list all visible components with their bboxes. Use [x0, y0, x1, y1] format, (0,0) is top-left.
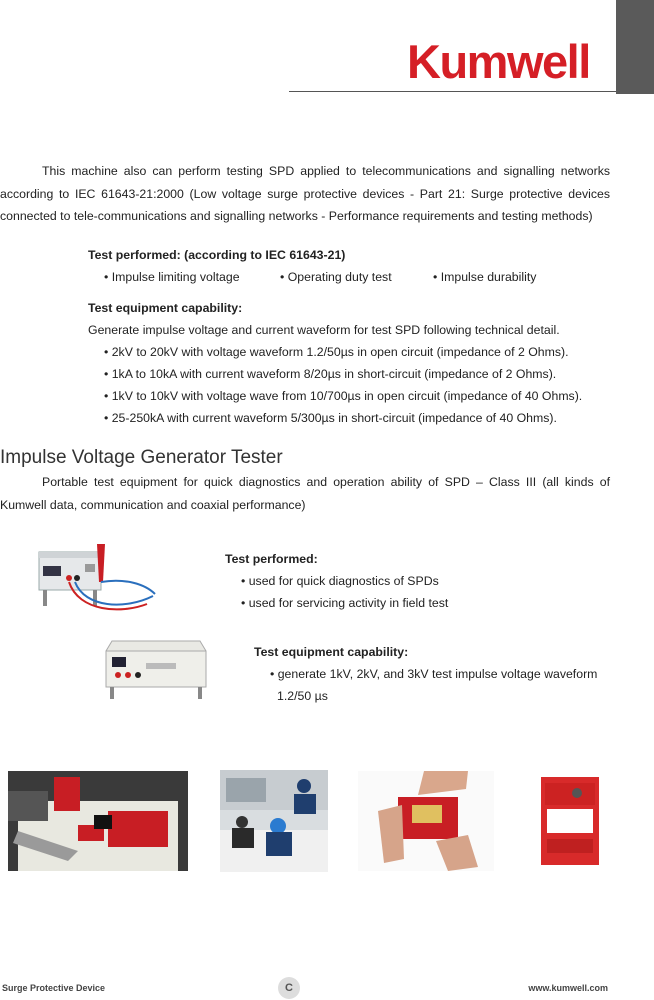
capability-intro: Generate impulse voltage and current waveform for test SPD following technical detail. [88, 323, 560, 337]
tester-device-image [35, 538, 160, 618]
header-divider [289, 91, 616, 92]
section-tests-title: Test performed: [225, 552, 318, 566]
footer-website-link[interactable]: www.kumwell.com [528, 983, 608, 993]
section-badge: C [278, 977, 300, 999]
spd-device-photo [537, 773, 603, 869]
section-test-item: • used for quick diagnostics of SPDs [241, 574, 439, 588]
spd-products-photo [8, 771, 188, 871]
section-paragraph: Portable test equipment for quick diagnostics and operation ability of SPD – Class III (all kinds of Kumwell data, communication and coaxial performance) [0, 475, 610, 512]
header-bar [616, 0, 654, 94]
capability-item: • 1kV to 10kV with voltage wave from 10/700µs in open circuit (impedance of 40 Ohms). [104, 389, 583, 403]
section-test-item: • used for servicing activity in field test [241, 596, 449, 610]
section-capability-title: Test equipment capability: [254, 645, 409, 659]
technicians-photo [220, 770, 328, 872]
section-heading: Impulse Voltage Generator Tester [0, 447, 283, 468]
test-item: • Impulse limiting voltage [104, 270, 240, 284]
capability-title: Test equipment capability: [88, 301, 243, 315]
tests-title: Test performed: (according to IEC 61643-21) [88, 248, 346, 262]
intro-paragraph: This machine also can perform testing SPD applied to telecommunications and signalling networks according to IEC 61643-21:2000 (Low voltage surge protective devices - Part 21: Surge protective devices connected to tele-communications and signalling networks - Performance requirements and testing methods) [0, 164, 610, 223]
spd-hand-photo [358, 771, 494, 871]
test-item: • Impulse durability [433, 270, 537, 284]
section-capability-item: • generate 1kV, 2kV, and 3kV test impulse voltage waveform [270, 667, 598, 681]
test-item: • Operating duty test [280, 270, 392, 284]
portable-tester-image [100, 633, 210, 705]
capability-item: • 1kA to 10kA with current waveform 8/20µs in short-circuit (impedance of 2 Ohms). [104, 367, 557, 381]
capability-item: • 25-250kA with current waveform 5/300µs in short-circuit (impedance of 40 Ohms). [104, 411, 557, 425]
capability-item: • 2kV to 20kV with voltage waveform 1.2/50µs in open circuit (impedance of 2 Ohms). [104, 345, 569, 359]
kumwell-logo: Kumwell [407, 35, 590, 88]
footer-title: Surge Protective Device [2, 983, 106, 993]
section-capability-item-cont: 1.2/50 µs [277, 689, 328, 703]
